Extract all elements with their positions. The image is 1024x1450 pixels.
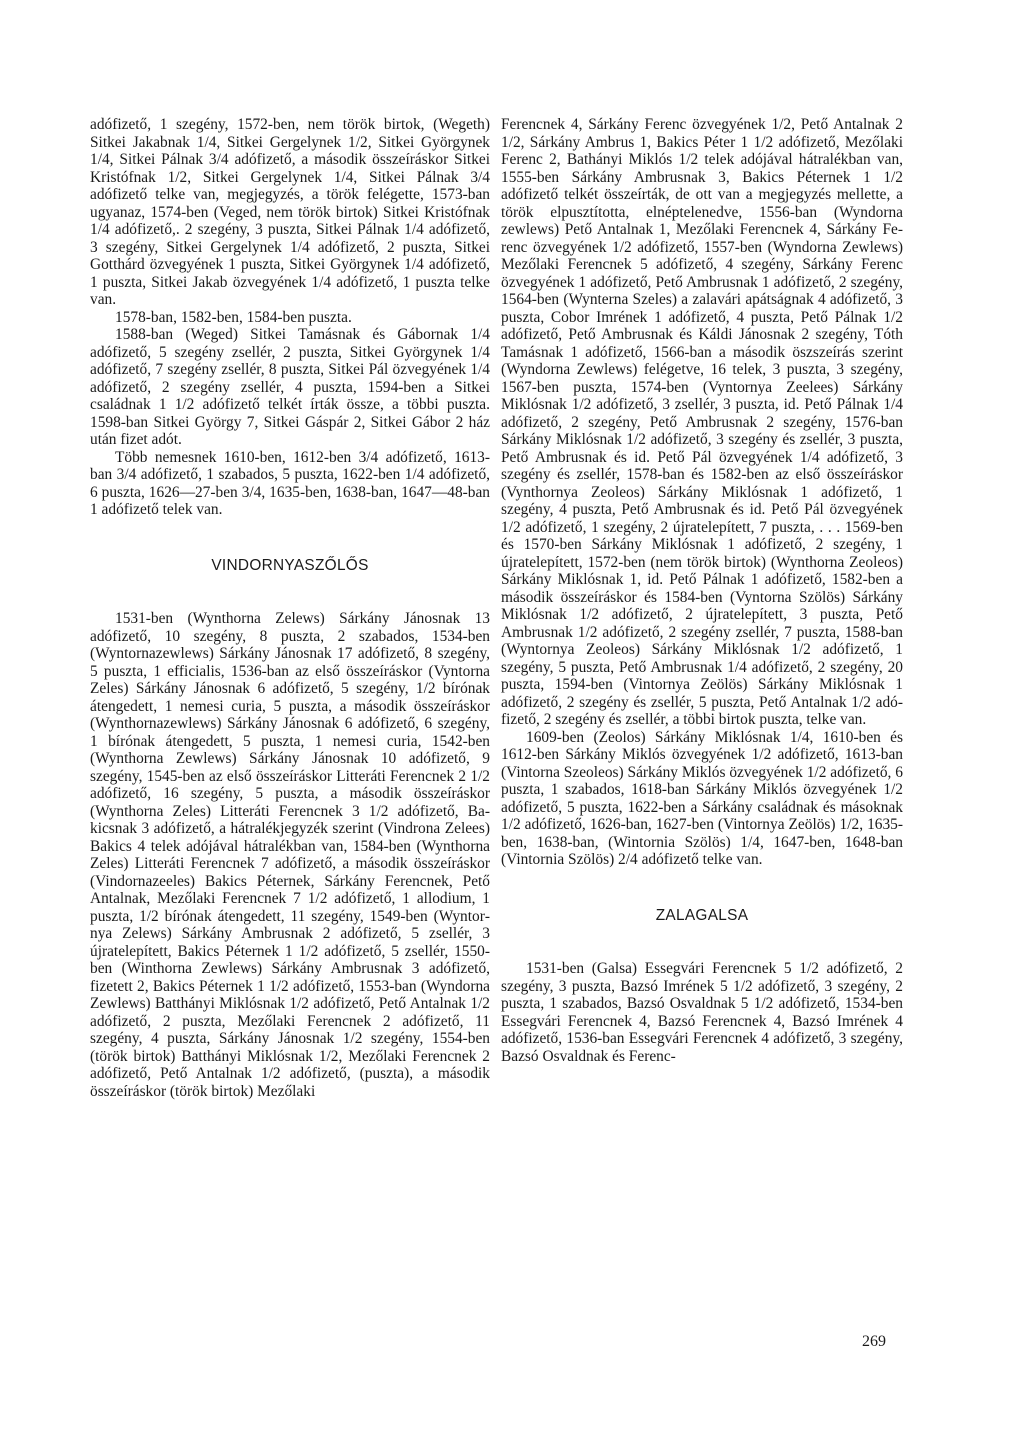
left-paragraph-2: 1578-ban, 1582-ben, 1584-ben puszta.: [115, 308, 352, 326]
left-column: [90, 116, 490, 1100]
section-heading-vindornyaszolos: VINDORNYASZŐLŐS: [211, 556, 369, 574]
right-column: [501, 116, 903, 1065]
right-paragraph-2: 1609-ben (Zeolos) Sárkány Miklósnak 1/4, 1610-ben és 1612-ben Sárkány Miklós özvegyének 1/2 adófizető, 1613-ban (Vintorna Szeoleos) Sárkány Miklós özvegyének 1/2 adófizető, 6 puszta, 1 szabados, 1618-ban Sárkány Miklós özvegyének 1/2 adófizető, 5 puszta, 1622-ben a Sárkány családnak és másoknak 1/2 adófizető, 1626-ban, 1627-ben (Vintornya Zeölös) 1/2, 1635-ben, 1638-ban, (Wintornia Szölös) 1/4, 1647-ben, 1648-ban (Vintornia Szölös) 2/4 adófizető telke van.: [501, 728, 903, 868]
right-paragraph-1: Ferencnek 4, Sárkány Ferenc özvegyének 1/2, Pető Antalnak 2 1/2, Sárkány Ambrus 1, Bakics Péter 1 1/2 adófizető, Mezőlaki Ferenc 2, Bathányi Miklós 1/2 telek adójával hátralékban van, 1555-ben Sárkány Ambrusnak 3, Bakics Péternek 1 1/2 adófizető telkét összeírták, de ott van a megjegyzés mellette, a török elpusztította, elnéptelenedve, 1556-ban (Wyndorna zewlews) Pető Antalnak 1, Mezőlaki Ferencnek 4, Sárkány Ferenc özvegyének 1/2 adófizető, 1557-ben (Wyndorna Zewlews) Mezőlaki Ferencnek 5 adófizető, 4 szegény, Sárkány Ferenc özvegyének 1 adófizető, Pető Ambrusnak 1 adófizető, 2 szegény, 1564-ben (Wynterna Szeles) a zalavári apátságnak 4 adófizető, 3 puszta, Cobor Imrének 1 adófizető, 4 puszta, Pető Pálnak 1/2 adófizető, Pető Ambrusnak és Káldi Jánosnak 2 szegény, Tóth Tamásnak 1 adófizető, 1566-ban a második öszszeírás szerint (Wyndorna Zewlews) felégetve, 16 telek, 3 puszta, 3 szegény, 1567-ben puszta, 1574-ben (Vyntornya Zeelees) Sárkány Miklósnak 1/2 adófizető, 3 zsellér, 3 puszta, id. Pető Pálnak 1/4 adófizető, 2 szegény, Pető Ambrusnak 2 szegény, 1576-ban Sárkány Miklósnak 1/2 adófizető, 3 szegény és zsellér, 3 puszta, Pető Ambrusnak és id. Pető Pál özvegyének 1/4 adófizető, 3 szegény és zsellér, 1578-ban és 1582-ben az első összeíráskor (Vynthornya Zeoleos) Sárkány Miklósnak 1 adófizető, 1 szegény, 4 puszta, Pető Ambrusnak és id. Pető Pál özvegyének 1/2 adófizető, 1 szegény, 2 újratelepített, 7 puszta, . . . 1569-ben és 1570-ben Sárkány Miklósnak 1 adófizető, 2 szegény, 1 újratelepített, 1572-ben (nem török birtok) (Wynthorna Zeoleos) Sárkány Miklósnak 1, id. Pető Pálnak 1 adófizető, 1582-ben a második összeíráskor és 1584-ben (Vyntorna Szölös) Sárkány Miklósnak 1/2 adófizető, 2 újratelepített, 3 puszta, Pető Ambrusnak 1/2 adófizető, 2 szegény zsellér, 7 puszta, 1588-ban (Wyntornya Zeoleos) Sárkány Miklósnak 1/2 adófizető, 1 szegény, 5 puszta, Pető Ambrusnak 1/4 adófizető, 2 szegény, 20 puszta, 1594-ben (Vintornya Zeölös) Sárkány Miklósnak 1 adófizető, 2 szegény és zsellér, 5 puszta, Pető Antalnak 1/2 adófizető, 2 szegény és zsellér, a többi birtok puszta, telke van.: [501, 116, 903, 728]
page-number: 269: [862, 1333, 886, 1350]
section-heading-zalagalsa: ZALAGALSA: [655, 906, 749, 924]
right-paragraph-3: 1531-ben (Galsa) Essegvári Ferencnek 5 1/2 adófizető, 2 szegény, 3 puszta, Bazsó Imrének 5 1/2 adófizető, 3 szegény, 2 puszta, 1 szabados, Bazsó Osvaldnak 5 1/2 adófizető, 1534-ben Essegvári Ferencnek 4, Bazsó Ferencnek 4, Bazsó Imrének 4 adófizető, 1536-ban Essegvári Ferencnek 4 adófizető, 3 szegény, Bazsó Osvaldnak és Ferenc-: [501, 960, 903, 1065]
left-paragraph-3: 1588-ban (Weged) Sitkei Tamásnak és Gábornak 1/4 adófizető, 5 szegény zsellér, 2 puszta, Sitkei Györgynek 1/4 adófizető, 7 szegény zsellér, 8 puszta, Sitkei Pál özvegyének 1/4 adófizető, 2 szegény zsellér, 4 puszta, 1594-ben a Sitkei családnak 1 1/2 adófizető telkét írták össze, a többi puszta. 1598-ban Sitkei György 7, Sitkei Gáspár 2, Sitkei Gábor 2 ház után fizet adót.: [90, 326, 490, 448]
left-paragraph-5: 1531-ben (Wynthorna Zelews) Sárkány Jánosnak 13 adófizető, 10 szegény, 8 puszta, 2 szabados, 1534-ben (Wyntornazewlews) Sárkány Jánosnak 17 adófizető, 8 szegény, 5 puszta, 1 efficialis, 1536-ban az első összeíráskor (Vyntorna Zeles) Sárkány Jánosnak 6 adófizető, 5 szegény, 1/2 bírónak átengedett, 1 nemesi curia, 5 puszta, a második összeíráskor (Wynthornazewlews) Sárkány Jánosnak 6 adófizető, 6 szegény, 1 bírónak átengedett, 5 puszta, 1 nemesi curia, 1542-ben (Wynthorna Zewlews) Sárkány Jánosnak 10 adófizető, 9 szegény, 1545-ben az első összeíráskor Litteráti Ferencnek 2 1/2 adófizető, 16 szegény, 5 puszta, a második összeíráskor (Wynthorna Zeles) Litteráti Ferencnek 3 1/2 adófizető, Bakicsnak 3 adófizető, a hátralékjegyzék szerint (Vindrona Zelees) Bakics 4 telek adójával hátralékban van, 1584-ben (Wynthorna Zeles) Litteráti Ferencnek 7 adófizető, a második összeíráskor (Vindornazeeles) Bakics Péternek, Sárkány Ferencnek, Pető Antalnak, Mezőlaki Ferencnek 7 1/2 adófizető, 1 allodium, 1 puszta, 1/2 bírónak átengedett, 11 szegény, 1549-ben (Wyntornya Zelews) Sárkány Ambrusnak 2 adófizető, 5 zsellér, 3 újratelepített, Bakics Péternek 1 1/2 adófizető, 5 zsellér, 1550-ben (Winthorna Zewlews) Sárkány Ambrusnak 3 adófizető, fizetett 2, Bakics Péternek 1 1/2 adófizető, 1553-ban (Wyndorna Zewlews) Batthányi Miklósnak 1/2 adófizető, Pető Antalnak 1/2 adófizető, 2 puszta, Mezőlaki Ferencnek 2 adófizető, 11 szegény, 4 puszta, Sárkány Jánosnak 1/2 szegény, 1554-ben (török birtok) Batthányi Miklósnak 1/2, Mezőlaki Ferencnek 2 adófizető, Pető Antalnak 1/2 adófizető, (puszta), a második összeíráskor (török birtok) Mezőlaki: [90, 610, 490, 1100]
left-paragraph-4: Több nemesnek 1610-ben, 1612-ben 3/4 adófizető, 1613-ban 3/4 adófizető, 1 szabados, 5 puszta, 1622-ben 1/4 adófizető, 6 puszta, 1626—27-ben 3/4, 1635-ben, 1638-ban, 1647—48-ban 1 adófizető telek van.: [90, 448, 490, 518]
left-paragraph-1: adófizető, 1 szegény, 1572-ben, nem török birtok, (Wegeth) Sitkei Jakabnak 1/4, Sitkei Gergelynek 1/2, Sitkei Györgynek 1/4, Sitkei Pálnak 3/4 adófizető, a második összeíráskor Sitkei Kristófnak 1/2, Sitkei Gergelynek 1/4, Sitkei Pálnak 3/4 adófizető telke van, megjegyzés, a török felégette, 1573-ban ugyanaz, 1574-ben (Veged, nem török birtok) Sitkei Kristófnak 1/4 adófizető,. 2 szegény, 3 puszta, Sitkei Pálnak 1/4 adófizető, 3 szegény, Sitkei Gergelynek 1/4 adófizető, 2 puszta, Sitkei Gotthárd özvegyének 1 puszta, Sitkei Györgynek 1/4 adófizető, 1 puszta, Sitkei Jakab özvegyének 1/4 adófizető, 1 puszta telke van.: [90, 116, 490, 308]
